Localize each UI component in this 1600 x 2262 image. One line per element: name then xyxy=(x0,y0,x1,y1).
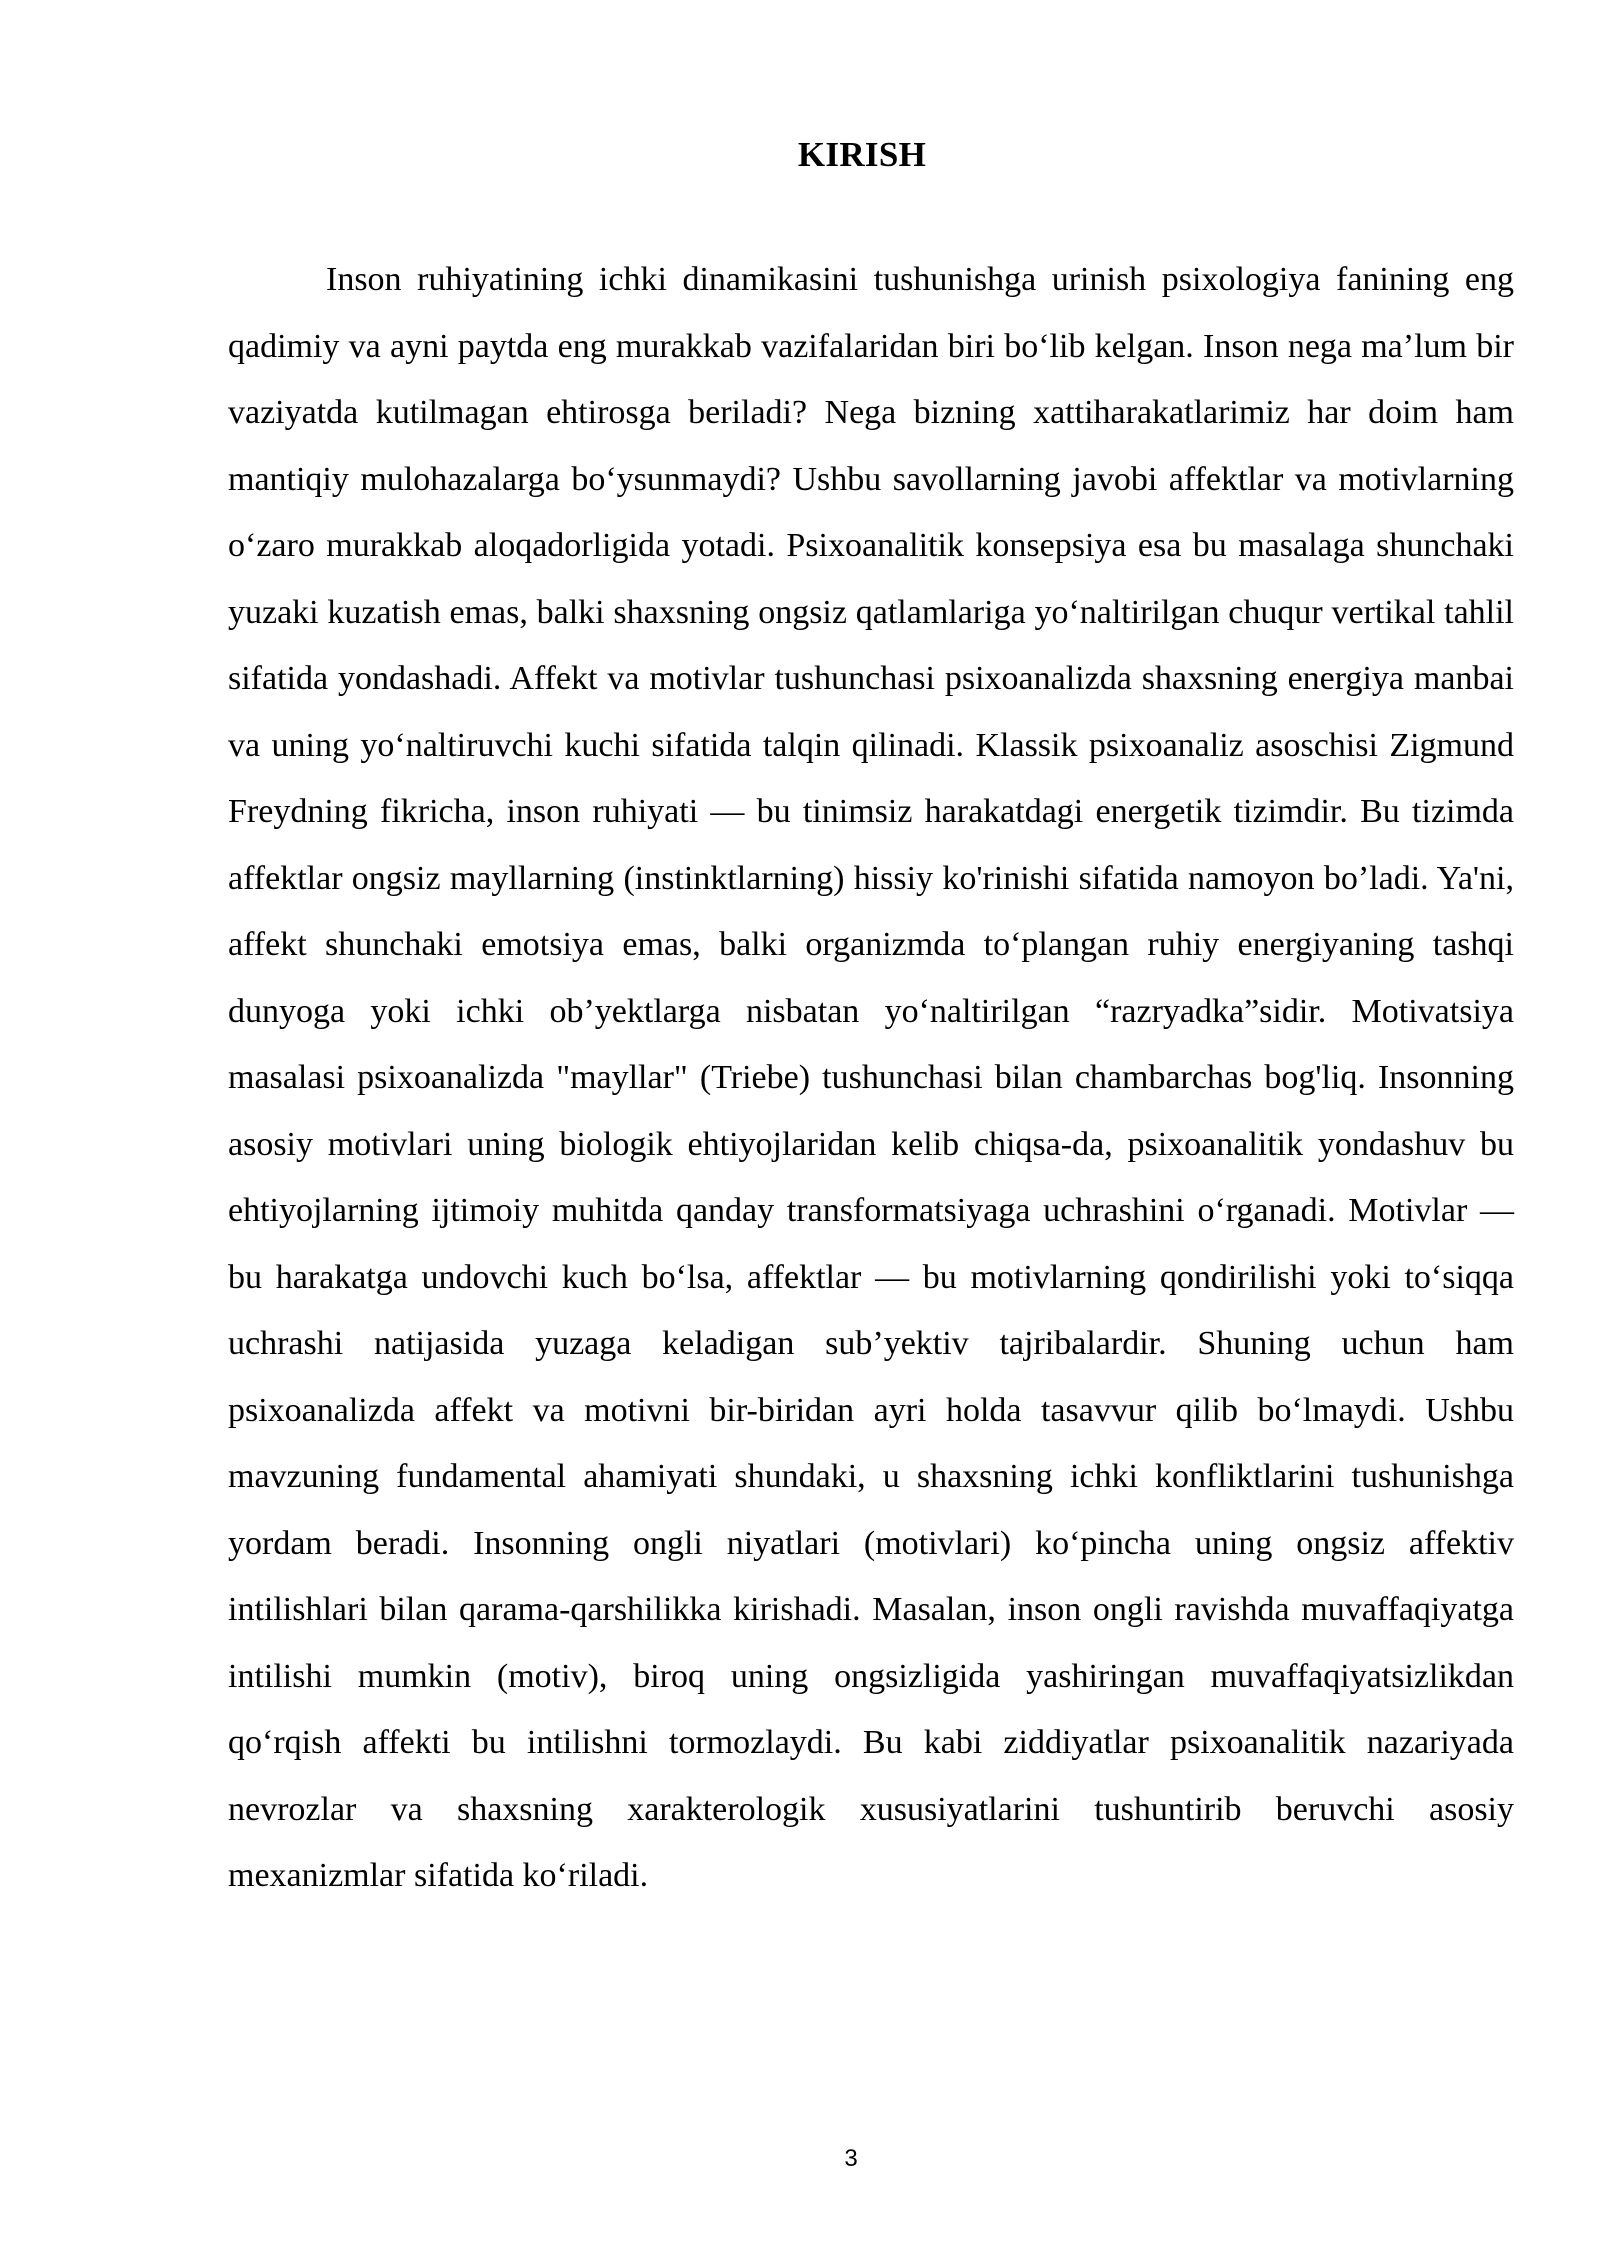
section-title: KIRISH xyxy=(797,135,927,174)
body-paragraph: Inson ruhiyatining ichki dinamikasini tushunishga urinish psixologiya fanining eng qadimiy va ayni paytda eng murakkab vazifalaridan biri bo‘lib kelgan. Inson nega ma’lum bir vaziyatda kutilmagan ehtirosga beriladi? Nega bizning xattiharakatlarimiz har doim ham mantiqiy mulohazalarga bo‘ysunmaydi? Ushbu savollarning javobi affektlar va motivlarning o‘zaro murakkab aloqadorligida yotadi. Psixoanalitik konsepsiya esa bu masalaga shunchaki yuzaki kuzatish emas, balki shaxsning ongsiz qatlamlariga yo‘naltirilgan chuqur vertikal tahlil sifatida yondashadi. Affekt va motivlar tushunchasi psixoanalizda shaxsning energiya manbai va uning yo‘naltiruvchi kuchi sifatida talqin qilinadi. Klassik psixoanaliz asoschisi Zigmund Freydning fikricha, inson ruhiyati — bu tinimsiz harakatdagi energetik tizimdir. Bu tizimda affektlar ongsiz mayllarning (instinktlarning) hissiy ko'rinishi sifatida namoyon bo’ladi. Ya'ni, affekt shunchaki emotsiya emas, balki organizmda to‘plangan ruhiy energiyaning tashqi dunyoga yoki ichki ob’yektlarga nisbatan yo‘naltirilgan “razryadka”sidir. Motivatsiya masalasi psixoanalizda "mayllar" (Triebe) tushunchasi bilan chambarchas bog'liq. Insonning asosiy motivlari uning biologik ehtiyojlaridan kelib chiqsa-da, psixoanalitik yondashuv bu ehtiyojlarning ijtimoiy muhitda qanday transformatsiyaga uchrashini o‘rganadi. Motivlar — bu harakatga undovchi kuch bo‘lsa, affektlar — bu motivlarning qondirilishi yoki to‘siqqa uchrashi natijasida yuzaga keladigan sub’yektiv tajribalardir. Shuning uchun ham psixoanalizda affekt va motivni bir-biridan ayri holda tasavvur qilib bo‘lmaydi. Ushbu mavzuning fundamental ahamiyati shundaki, u shaxsning ichki konfliktlarini tushunishga yordam beradi. Insonning ongli niyatlari (motivlari) ko‘pincha uning ongsiz affektiv intilishlari bilan qarama-qarshilikka kirishadi. Masalan, inson ongli ravishda muvaffaqiyatga intilishi mumkin (motiv), biroq uning ongsizligida yashiringan muvaffaqiyatsizlikdan qo‘rqish affekti bu intilishni tormozlaydi. Bu kabi ziddiyatlar psixoanalitik nazariyada nevrozlar va shaxsning xarakterologik xususiyatlarini tushuntirib beruvchi asosiy mexanizmlar sifatida ko‘riladi. xyxy=(228,261,1514,1894)
page-number: 3 xyxy=(844,2145,858,2172)
